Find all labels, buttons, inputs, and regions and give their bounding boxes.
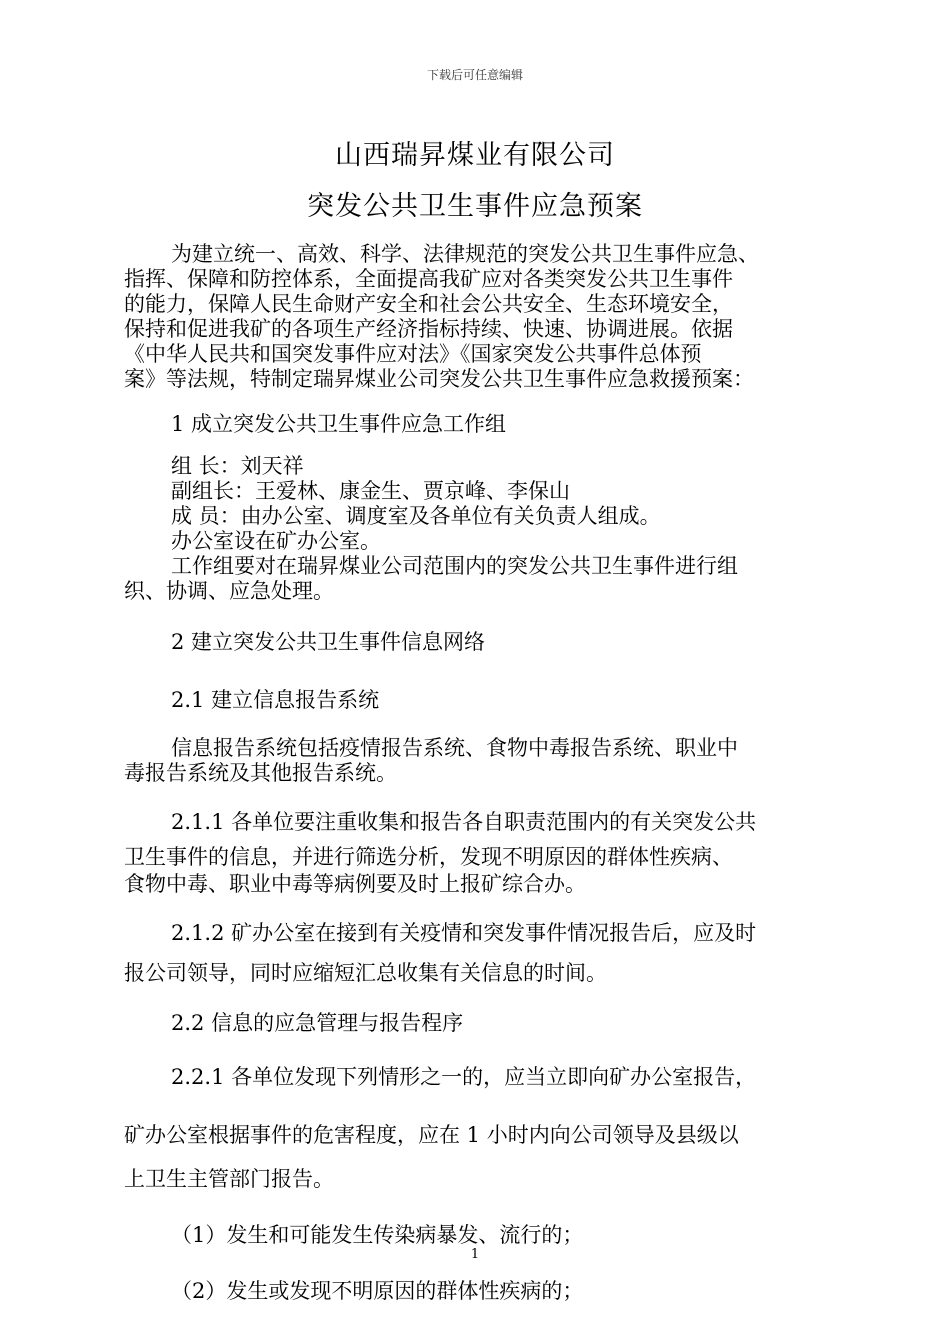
- item-2-2-1: [124, 1053, 834, 1199]
- condition-list: [124, 1215, 834, 1311]
- paragraph-line: 上卫生主管部门报告。: [124, 1167, 334, 1191]
- paragraph-line: 矿办公室根据事件的危害程度，应在 1 小时内向公司领导及县级以: [124, 1123, 739, 1147]
- item-2-1-2: [124, 913, 834, 993]
- document-subtitle: 突发公共卫生事件应急预案: [307, 191, 643, 222]
- intro-line: 指挥、保障和防控体系，全面提高我矿应对各类突发公共卫生事件: [124, 267, 733, 291]
- document-title: 山西瑞昇煤业有限公司: [335, 140, 615, 171]
- page-number: 1: [470, 1247, 480, 1262]
- group-members: [124, 454, 834, 604]
- paragraph-line: 2.2.1 各单位发现下列情形之一的，应当立即向矿办公室报告，: [171, 1065, 757, 1089]
- group-duty: 织、协调、应急处理。: [124, 579, 334, 603]
- document-body: [124, 242, 834, 1311]
- paragraph-line: 食物中毒、职业中毒等病例要及时上报矿综合办。: [124, 872, 586, 896]
- paragraph-line: 卫生事件的信息，并进行筛选分析，发现不明原因的群体性疾病、: [124, 845, 733, 869]
- section-heading-2-1: 2.1 建立信息报告系统: [171, 688, 380, 712]
- paragraph-line: 2.1.1 各单位要注重收集和报告各自职责范围内的有关突发公共: [171, 810, 757, 834]
- group-leader: 组 长：刘天祥: [171, 454, 304, 478]
- list-item: （2）发生或发现不明原因的群体性疾病的；: [171, 1279, 584, 1303]
- section-heading-1: 1 成立突发公共卫生事件应急工作组: [171, 412, 507, 436]
- intro-paragraph: [124, 242, 834, 392]
- intro-line: 《中华人民共和国突发事件应对法》《国家突发公共事件总体预: [124, 342, 702, 366]
- header-note: 下载后可任意编辑: [426, 68, 523, 82]
- group-office: 办公室设在矿办公室。: [171, 529, 381, 553]
- intro-line: 的能力，保障人民生命财产安全和社会公共安全、生态环境安全，: [124, 292, 733, 316]
- paragraph-line: 2.1.2 矿办公室在接到有关疫情和突发事件情况报告后，应及时: [171, 921, 757, 945]
- intro-line: 为建立统一、高效、科学、法律规范的突发公共卫生事件应急、: [171, 242, 759, 266]
- section-heading-2-2: 2.2 信息的应急管理与报告程序: [171, 1011, 464, 1035]
- item-2-1-1: [124, 802, 834, 897]
- list-item: （1）发生和可能发生传染病暴发、流行的；: [171, 1223, 584, 1247]
- group-members-line: 成 员：由办公室、调度室及各单位有关负责人组成。: [171, 504, 661, 528]
- group-deputy: 副组长：王爱林、康金生、贾京峰、李保山: [171, 479, 570, 503]
- paragraph-line: 毒报告系统及其他报告系统。: [124, 761, 397, 785]
- section-heading-2: 2 建立突发公共卫生事件信息网络: [171, 630, 486, 654]
- intro-line: 保持和促进我矿的各项生产经济指标持续、快速、协调进展。依据: [124, 317, 733, 341]
- section-2-1-text: [124, 736, 834, 786]
- intro-line: 案》等法规，特制定瑞昇煤业公司突发公共卫生事件应急救援预案：: [124, 367, 754, 391]
- paragraph-line: 信息报告系统包括疫情报告系统、食物中毒报告系统、职业中: [171, 736, 738, 760]
- paragraph-line: 报公司领导，同时应缩短汇总收集有关信息的时间。: [124, 961, 607, 985]
- group-duty: 工作组要对在瑞昇煤业公司范围内的突发公共卫生事件进行组: [171, 554, 738, 578]
